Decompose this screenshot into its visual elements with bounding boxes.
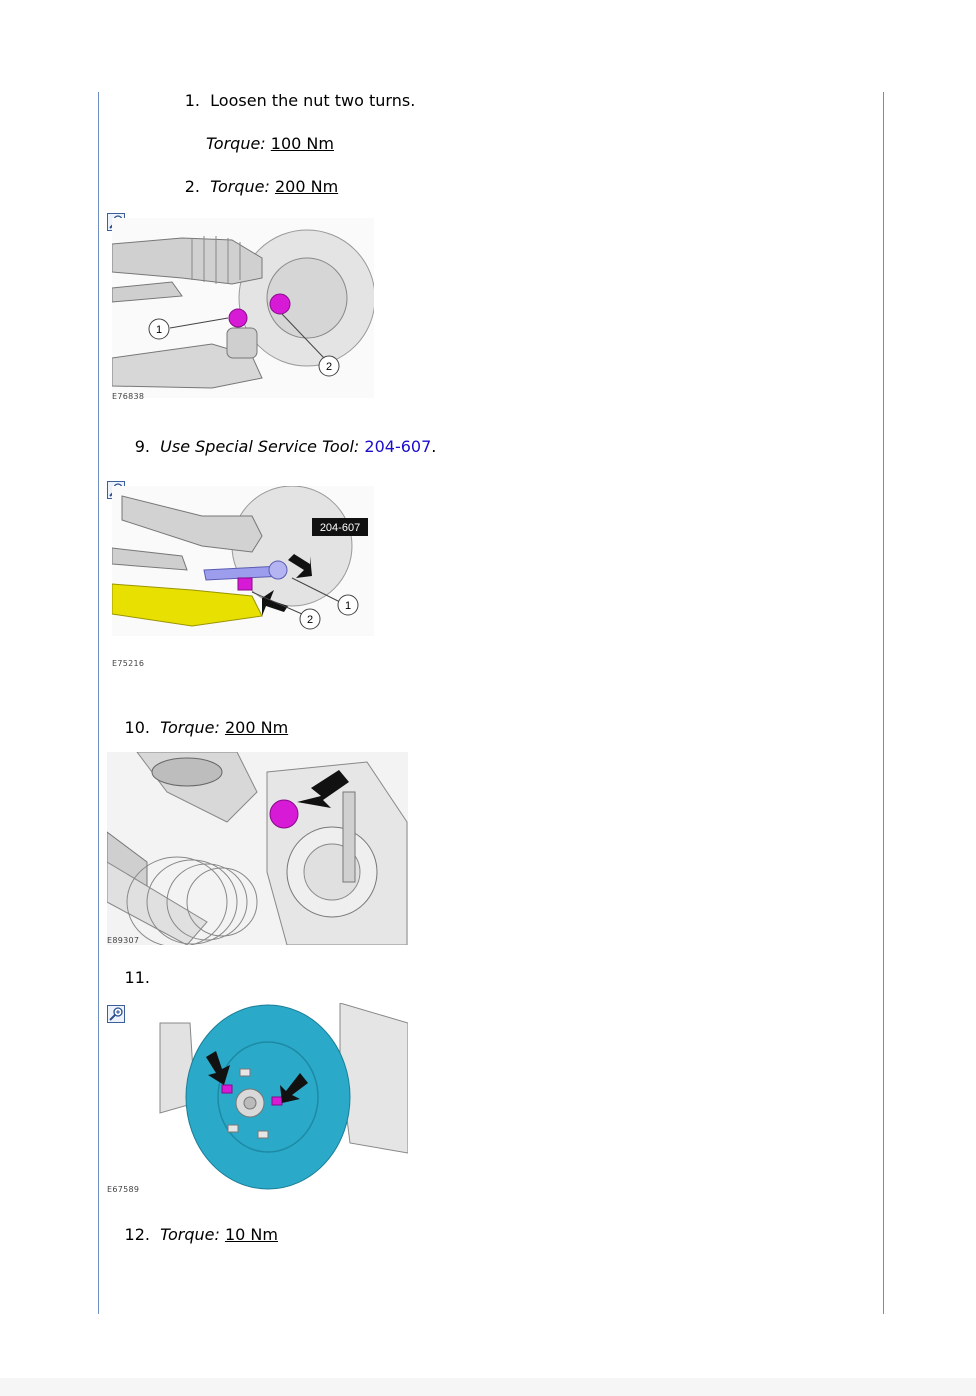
callout-1: 1 [344,600,352,612]
substep-2: 2. Torque: 200 Nm [184,177,339,196]
figure-e75216[interactable] [112,486,374,640]
page-footer-band [0,1378,976,1396]
tool-label: 204-607 [319,522,361,534]
figure-e89307[interactable] [107,752,408,949]
torque-value: 200 Nm [224,718,289,737]
zoom-icon[interactable] [107,1005,125,1023]
left-border [98,92,99,1314]
figure-e67589[interactable] [150,1003,408,1197]
substep-1: 1. Loosen the nut two turns. [184,91,416,110]
substep-1-text: Loosen the nut two turns. [210,91,416,110]
tool-link-204-607[interactable]: 204-607 [364,437,432,456]
torque-value: 100 Nm [270,134,334,153]
callout-2: 2 [325,361,333,373]
figure-code: E89307 [107,936,140,945]
step-12: 12. Torque: 10 Nm [124,1225,278,1244]
torque-value: 200 Nm [274,177,339,196]
figure-e76838[interactable] [112,218,374,402]
figure-code: E67589 [107,1185,140,1194]
callout-1: 1 [155,324,163,336]
torque-value: 10 Nm [224,1225,278,1244]
step-11: 11. [124,968,150,987]
step-10: 10. Torque: 200 Nm [124,718,289,737]
step-9: 9. Use Special Service Tool: 204-607. [134,437,437,456]
right-border [883,92,884,1314]
figure-code: E76838 [112,392,145,401]
callout-2: 2 [306,614,314,626]
substep-1-torque: Torque: 100 Nm [206,134,334,153]
figure-code: E75216 [112,659,145,668]
